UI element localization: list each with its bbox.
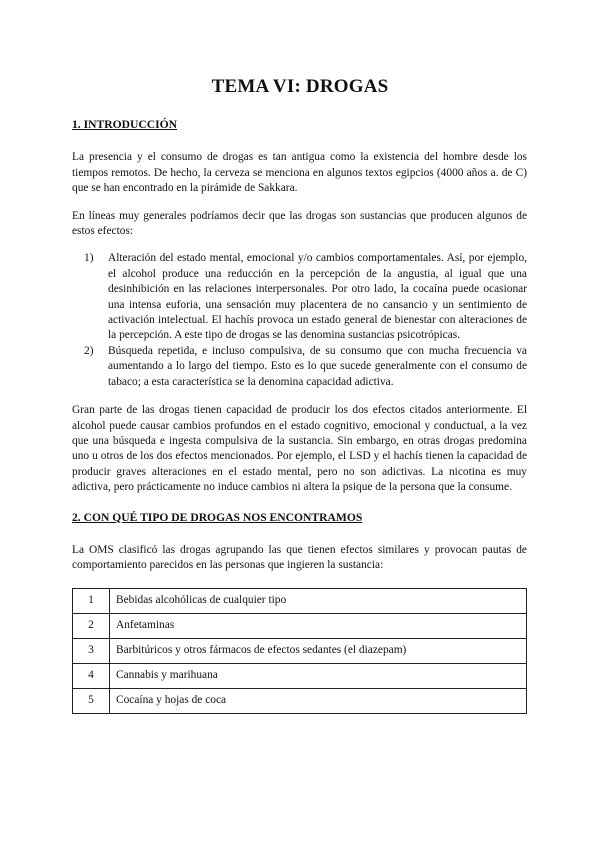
list-item-text: Alteración del estado mental, emocional y/o cambios comportamentales. Así, por ejemplo, el alcohol produce una reducción en la percepción de la angustia, al igual que una desinhibición en las relaciones interpersonales. Por otro lado, la cocaína puede ocasionar una intensa euforia, una sensación muy placentera de no cansancio y un sentimiento de activación intelectual. El hachís provoca un estado general de bienestar con alteraciones de la percepción. A este tipo de drogas se las denomina sustancias psicotrópicas.: [108, 252, 527, 342]
list-item: [72, 344, 527, 390]
table-cell-text: Barbitúricos y otros fármacos de efectos sedantes (el diazepam): [110, 638, 527, 663]
document-body: [72, 117, 527, 714]
table-row: [73, 663, 527, 688]
drug-classification-table: [72, 588, 527, 714]
section-heading-tipos-drogas: 2. CON QUÉ TIPO DE DROGAS NOS ENCONTRAMOS: [72, 510, 363, 524]
table-row: [73, 613, 527, 638]
paragraph: Gran parte de las drogas tienen capacidad de producir los dos efectos citados anteriormente. El alcohol puede causar cambios profundos en el estado cognitivo, emocional y conductual, a la vez que una búsqueda e ingesta compulsiva de la sustancia. Sin embargo, en otras drogas predomina uno u otros de los dos efectos mencionados. Por ejemplo, el LSD y el hachís tienen la capacidad de producir graves alteraciones en el estado mental, pero no son adictivas. La nicotina es muy adictiva, pero prácticamente no induce cambios ni altera la psique de la persona que la consume.: [72, 404, 527, 494]
paragraph: La OMS clasificó las drogas agrupando las que tienen efectos similares y provocan pautas de comportamiento parecidos en las personas que ingieren la sustancia:: [72, 543, 527, 572]
section-heading-introduccion: 1. INTRODUCCIÓN: [72, 118, 177, 131]
paragraph: La presencia y el consumo de drogas es tan antigua como la existencia del hombre desde los tiempos remotos. De hecho, la cerveza se menciona en algunos textos egipcios (4000 años a. de C) que se han encontrado en la pirámide de Sakkara.: [72, 151, 527, 195]
table-cell-number: 1: [73, 588, 110, 613]
table-row: [73, 638, 527, 663]
table-cell-number: 2: [73, 613, 110, 638]
table-cell-text: Bebidas alcohólicas de cualquier tipo: [110, 588, 527, 613]
list-item: [72, 251, 527, 343]
table-cell-number: 3: [73, 638, 110, 663]
table-cell-text: Anfetaminas: [110, 613, 527, 638]
table-row: [73, 688, 527, 713]
list-item-text: Búsqueda repetida, e incluso compulsiva, de su consumo que con mucha frecuencia va aumentando a lo largo del tiempo. Esto es lo que sucede generalmente con el consumo de tabaco; a esta característica se la denomina capacidad adictiva.: [108, 344, 527, 388]
effects-list: [72, 251, 527, 390]
page-title: TEMA VI: DROGAS: [211, 76, 389, 97]
list-item-number: 1): [84, 252, 94, 265]
table-cell-text: Cannabis y marihuana: [110, 663, 527, 688]
table-cell-number: 4: [73, 663, 110, 688]
list-item-number: 2): [84, 344, 94, 357]
paragraph: En líneas muy generales podríamos decir que las drogas son sustancias que producen algunos de estos efectos:: [72, 209, 527, 238]
table-row: [73, 588, 527, 613]
table-cell-text: Cocaína y hojas de coca: [110, 688, 527, 713]
table-cell-number: 5: [73, 688, 110, 713]
